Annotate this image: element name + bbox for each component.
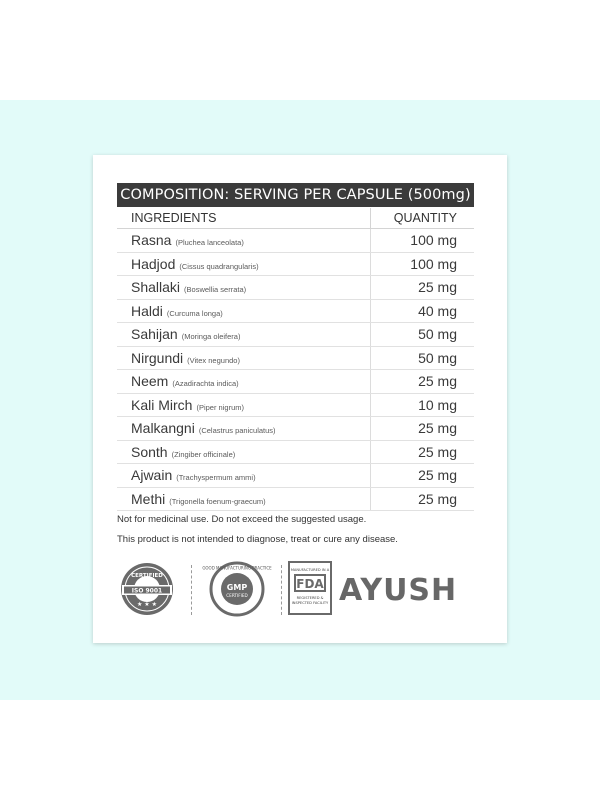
ingredient-name: Neem (Azadirachta indica) [131,373,239,389]
certification-badges [117,559,477,623]
ingredient-name: Hadjod (Cissus quadrangularis) [131,255,259,272]
svg-text:CERTIFIED: CERTIFIED [131,573,163,579]
svg-text:ISO 9001: ISO 9001 [131,587,163,595]
fda-facility-badge-icon [287,559,333,619]
table-row [117,323,474,347]
table-row [117,464,474,488]
table-row [117,229,474,253]
svg-text:GOOD MANUFACTURING PRACTICE: GOOD MANUFACTURING PRACTICE [202,565,272,571]
disclaimer-diagnosis: This product is not intended to diagnose, treat or cure any disease. [117,534,398,545]
svg-text:CERTIFIED: CERTIFIED [226,593,248,598]
ingredient-latin-name: (Cissus quadrangularis) [179,261,259,271]
ingredient-quantity: 50 mg [418,349,457,366]
ingredient-latin-name: (Trigonella foenum-graecum) [169,496,266,506]
ingredient-quantity: 40 mg [418,302,457,319]
svg-text:INSPECTED FACILITY: INSPECTED FACILITY [291,601,329,605]
ingredient-quantity: 25 mg [418,279,457,295]
ingredient-latin-name: (Celastrus paniculatus) [198,426,276,435]
ingredient-latin-name: (Boswellia serrata) [184,285,247,294]
ingredient-table [117,229,474,511]
ingredient-name: Haldi (Curcuma longa) [131,302,223,319]
table-row [117,394,474,418]
composition-title: COMPOSITION: SERVING PER CAPSULE (500mg) [117,183,474,207]
ingredient-latin-name: (Trachyspermum ammi) [176,473,256,482]
ingredient-name: Methi (Trigonella foenum-graecum) [131,490,266,507]
gmp-certified-badge-icon [202,559,272,619]
ingredient-quantity: 25 mg [418,490,457,507]
composition-card [93,155,507,643]
table-header [117,208,474,229]
ingredient-quantity: 25 mg [418,467,457,483]
iso-9001-badge-icon [119,559,175,619]
table-row [117,253,474,277]
quantity-header: QUANTITY [393,211,457,225]
ingredient-latin-name: (Piper nigrum) [196,402,244,412]
table-row [117,370,474,394]
ingredients-header: INGREDIENTS [131,211,217,225]
ingredient-name: Nirgundi (Vitex negundo) [131,349,240,366]
ingredient-quantity: 100 mg [410,255,457,272]
ayush-logo: AYUSH [339,573,458,608]
table-row [117,488,474,512]
ingredient-quantity: 100 mg [410,232,457,248]
ingredient-quantity: 50 mg [418,326,457,342]
ingredient-latin-name: (Pluchea lanceolata) [175,238,244,247]
svg-text:MANUFACTURED IN A: MANUFACTURED IN A [290,568,330,572]
ingredient-quantity: 10 mg [418,396,457,413]
ingredient-latin-name: (Vitex negundo) [187,355,240,365]
ingredient-latin-name: (Curcuma longa) [166,308,223,318]
ingredient-name: Ajwain (Trachyspermum ammi) [131,467,256,483]
ingredient-latin-name: (Azadirachta indica) [172,379,239,388]
svg-text:REGISTERED &: REGISTERED & [296,596,324,600]
table-row [117,417,474,441]
badge-divider [191,565,193,615]
ingredient-quantity: 25 mg [418,420,457,436]
badge-divider [281,565,283,615]
ingredient-quantity: 25 mg [418,373,457,389]
svg-text:★ ★ ★: ★ ★ ★ [137,601,157,608]
ingredient-name: Shallaki (Boswellia serrata) [131,279,247,295]
table-row [117,300,474,324]
ingredient-name: Sahijan (Moringa oleifera) [131,326,241,342]
table-row [117,276,474,300]
ingredient-name: Sonth (Zingiber officinale) [131,443,236,460]
ingredient-latin-name: (Moringa oleifera) [181,332,241,341]
svg-text:GMP: GMP [226,583,248,592]
ingredient-name: Malkangni (Celastrus paniculatus) [131,420,276,436]
ingredient-name: Rasna (Pluchea lanceolata) [131,232,244,248]
table-row [117,347,474,371]
ingredient-latin-name: (Zingiber officinale) [171,449,236,459]
table-row [117,441,474,465]
disclaimer-usage: Not for medicinal use. Do not exceed the suggested usage. [117,514,367,525]
column-divider [370,208,371,228]
ingredient-quantity: 25 mg [418,443,457,460]
svg-text:FDA: FDA [296,577,324,591]
ingredient-name: Kali Mirch (Piper nigrum) [131,396,244,413]
